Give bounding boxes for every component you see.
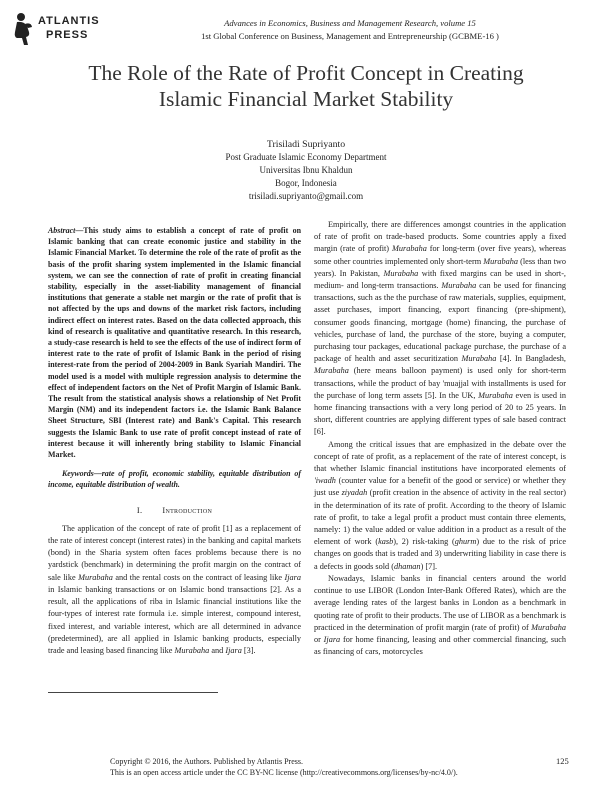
italic-term: dhaman [393, 561, 421, 571]
footnote-divider [48, 692, 218, 693]
author-univ: Universitas Ibnu Khaldun [259, 165, 353, 175]
page-number: 125 [556, 756, 569, 766]
italic-term: Murabaha [531, 622, 566, 632]
text-run: Nowadays, Islamic banks in financial centers around the world continue to use LIBOR (London Inter-Bank Offered Rates), which are the average lending rates of the largest banks in London as a benchmark in quoting rate of profit to their products. The use of LIBOR as a benchmark is practiced in the determination of profit margin (rate of profit) of [314, 573, 566, 632]
author-city: Bogor, Indonesia [275, 178, 337, 188]
title-line2: Islamic Financial Market Stability [158, 87, 454, 111]
publisher-logo [8, 12, 118, 48]
italic-term: Murabaha [383, 268, 419, 278]
text-run: [4]. In Bangladesh, [496, 354, 566, 364]
abstract-text: —This study aims to establish a concept of rate of profit on Islamic banking that can create economic justice and stability in the Islamic Financial Market. To determine the role of the rate of profit as the basis of the profit sharing system implemented in the Islamic financial system, we can see the connection of rate of profit in creating financial stability, especially in the asset-liability management of financial institutions that generate a stable net margin or the rate of profit that is not affected by the ups and downs of the market risk factors, including indirect effect on interest rates. Based on the data collected approach, this kind of research is qualitative and quantitative research. In this research, a study-case research is held to see the effects of the use of indirect form of interest rate to the rate of profit of Islamic Bank in the period of rising interest-rate from the period of 2004-2009 in Bank Syariah Mandiri. The model used is a model with multiple regression analysis to determine the effect of independent factors on the Net of Profit Margin of Islamic Bank. The result from the statistical analysis shows a relationship of Net Profit Margin (NM) and its independent factors i.e. the Islamic Bank Balance Sheet Structure, SBI (Interest rate) and Bank's Capital. This research suggests the Islamic Bank to use rate of profit concept instead of rate of interest because it will inherently bring stability to Islamic Financial Market. [48, 226, 301, 460]
italic-term: Murabaha [478, 390, 513, 400]
copyright-line: Copyright © 2016, the Authors. Published by Atlantis Press. [110, 757, 303, 766]
text-run: ) due to the risk of price changes on goods that is traded and 3) underwriting liability in case there is a defects in goods sold ( [314, 537, 566, 571]
title-line1: The Role of the Rate of Profit Concept in Creating [88, 61, 524, 85]
italic-term: Murabaha [314, 366, 349, 376]
text-run: The application of the concept of rate of profit [1] as a replacement of the rate of interest concept (interest rates) in the banking and capital markets (bond) in the Sharia system often faces problems because there is no yardstick (benchmark) in determining the profit margin on the contract of sale like [48, 523, 301, 582]
section-number: I. [136, 505, 143, 515]
right-paragraph-1 [314, 219, 566, 439]
text-run: (less than two years). In Pakistan, [314, 256, 566, 278]
italic-term: ziyadah [341, 488, 368, 498]
italic-term: Murabaha [391, 244, 427, 254]
series-header: Advances in Economics, Business and Management Research, volume 15 [224, 18, 476, 28]
text-run: [3]. [241, 645, 256, 655]
right-paragraph-3 [314, 573, 566, 658]
italic-term: Murabaha [441, 281, 477, 291]
text-run: Among the critical issues that are emphasized in the debate over the concept of rate of profit, as a replacement of the rate of interest concept, is that whether Islamic financial institutions have incorporated elements of [314, 439, 566, 474]
abstract [48, 225, 301, 460]
brand-line1: ATLANTIS [38, 15, 100, 27]
author-dept: Post Graduate Islamic Economy Department [225, 152, 387, 162]
conference-header: 1st Global Conference on Business, Management and Entrepreneurship (GCBME-16 ) [201, 31, 499, 41]
text-run: and the rental costs on the contract of leasing like [112, 572, 285, 582]
text-run: with fixed margins can be used in short-, medium- and long-term transactions. [314, 268, 566, 291]
text-run: can be used for financing transactions, such as the the purchase of raw materials, supplies, equipment, asset purchases, import financing, export financing (pre-shipment), consumer goods financing, mortgage (home) financing, the purchase of vehicles, purchase of land, the purchase of the store, buying a computer, purchasing tour packages, educational package purchase, the purchase of a package of health and asset securitization [314, 281, 567, 364]
license-line: This is an open access article under the CC BY-NC license (http://creativecommons.org/licenses/by-nc/4.0/). [110, 768, 458, 777]
italic-term: Ijara [323, 634, 341, 644]
intro-paragraph [48, 523, 301, 657]
italic-term: Murabaha [461, 354, 497, 364]
keywords: Keywords—rate of profit, economic stability, equitable distribution of income, equitable distribution of wealth. [48, 469, 301, 490]
abstract-lead: Abstract [48, 226, 76, 235]
thinker-icon [12, 12, 34, 46]
text-run: for long-term (over five years), whereas some other countries implemented only short-term [314, 244, 566, 266]
text-run: ) [7]. [420, 561, 438, 571]
italic-term: Ijara [284, 572, 301, 582]
text-run: ), 2) risk-taking ( [393, 537, 455, 547]
right-paragraph-2 [314, 439, 566, 573]
brand-line2: PRESS [46, 29, 89, 41]
text-run: (here means balloon payment) is used only for short-term transactions, while the product of bay 'muajjal with installments is used for the purchase of long term assets [5]. In the UK, [314, 366, 566, 400]
author-email: trisiladi.supriyanto@gmail.com [248, 191, 364, 201]
text-run: in Islamic banking transactions or on Islamic bond transactions [2]. As a result, all the applications of riba in Islamic financial institutions like the four-types of interest rate formula i.e. simple interest, compound interest, fixed interest, and variable interest, which are all determined in advance (predetermined), are all applied in Islamic banking products, especially trade and leasing based financing like [48, 584, 301, 655]
text-run: for home financing, leasing and other commercial financing, such as financing of cars, motorcycles [314, 634, 566, 657]
text-run: or [314, 634, 324, 644]
italic-term: ghurm [454, 537, 477, 547]
italic-term: Murabaha [483, 256, 519, 266]
author-block [0, 138, 612, 203]
italic-term: Murabaha [174, 645, 210, 655]
text-run: and [209, 645, 226, 655]
text-run: (counter value for a benefit of the good or service) or whether they just use [314, 476, 566, 498]
footer [110, 756, 458, 778]
italic-term: Ijara [225, 645, 242, 655]
section-heading [48, 505, 301, 517]
italic-term: 'iwadh [314, 476, 336, 486]
left-column [48, 225, 301, 657]
italic-term: Murabaha [78, 572, 113, 582]
text-run: (profit creation in the absence of activity in the real sector) in the determination of its rate of profit. According to the theory of Islamic rate of profit, to take a legal profit a product must contain three elements, namely: 1) the value added or value addition in a product as a result of the element of work ( [314, 488, 566, 547]
italic-term: kasb [378, 537, 394, 547]
right-column [314, 219, 566, 658]
author-name: Trisiladi Supriyanto [266, 139, 346, 150]
section-title: Introduction [162, 505, 213, 515]
text-run: even is used in home financing transactions with a very long period of 20 to 25 years. In short, different countries are applying different types of sale based contract [6]. [314, 390, 566, 437]
paper-title [30, 60, 582, 112]
text-run: Empirically, there are differences amongst countries in the application of rate of profit on trade-based products. Some countries apply a fixed margin (rate of profit) [314, 220, 566, 254]
